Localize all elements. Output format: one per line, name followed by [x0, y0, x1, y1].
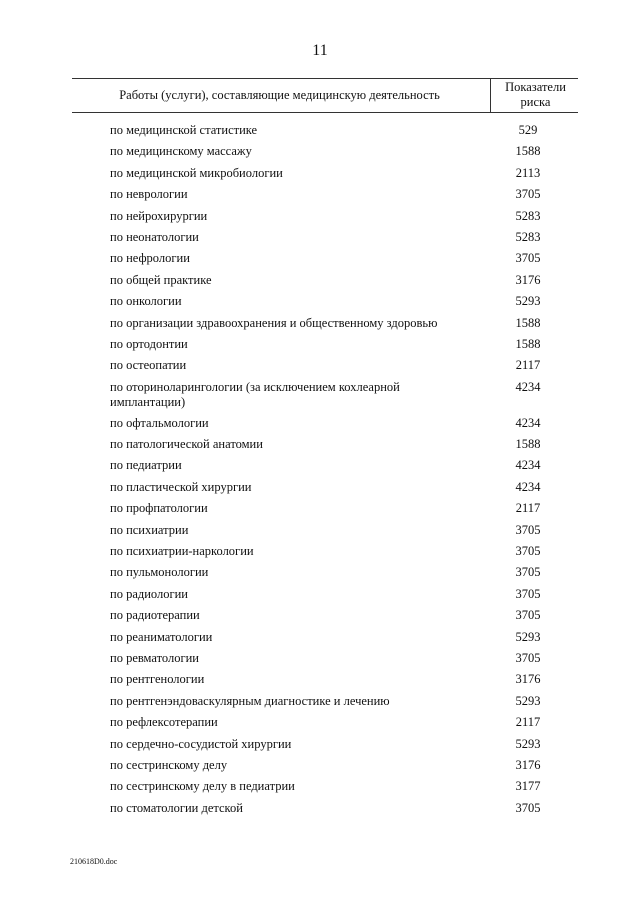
row-risk-value: 4234 — [515, 415, 541, 430]
row-service-name: по медицинскому массажу — [110, 144, 252, 159]
table-row — [110, 313, 580, 334]
row-risk-value: 529 — [518, 123, 538, 137]
table-row — [110, 798, 580, 819]
row-risk-value: 5283 — [515, 208, 541, 223]
row-risk-value: 2117 — [515, 715, 541, 730]
table-row — [110, 434, 580, 455]
row-risk-value: 3705 — [515, 522, 541, 537]
row-risk-value: 1588 — [515, 144, 541, 159]
row-service-name: по нейрохирургии — [110, 208, 208, 223]
table-row — [110, 227, 580, 248]
row-service-name: по сестринскому делу — [110, 757, 228, 772]
header-risk-line2: риска — [520, 95, 551, 109]
table-row — [110, 291, 580, 312]
row-risk-value: 4234 — [515, 479, 541, 494]
table-row — [110, 184, 580, 205]
table-header — [72, 78, 578, 113]
row-risk-value: 4234 — [515, 458, 541, 473]
table-row — [110, 270, 580, 291]
row-service-name: по неонатологии — [110, 229, 199, 244]
row-service-name: по реаниматологии — [110, 629, 213, 644]
table-row — [110, 355, 580, 376]
table-row — [110, 206, 580, 227]
row-service-name: по организации здравоохранения и общественному здоровью — [110, 315, 438, 330]
row-risk-value: 3705 — [515, 608, 541, 623]
header-risk-line1: Показатели — [505, 80, 566, 94]
row-service-name: по психиатрии — [110, 522, 189, 537]
table-row — [110, 562, 580, 583]
row-risk-value: 3705 — [515, 800, 541, 815]
row-service-name: по сердечно-сосудистой хирургии — [110, 736, 292, 751]
row-service-name: по ортодонтии — [110, 336, 188, 351]
row-service-name: по стоматологии детской — [110, 800, 243, 815]
row-service-name: по офтальмологии — [110, 415, 209, 430]
header-divider — [490, 79, 491, 112]
row-risk-value: 3705 — [515, 251, 541, 266]
header-risk-column — [493, 80, 578, 110]
table-row — [110, 584, 580, 605]
table-row — [110, 498, 580, 519]
row-risk-value: 3177 — [515, 779, 541, 794]
row-service-name: по остеопатии — [110, 358, 187, 373]
row-service-name: по нефрологии — [110, 251, 190, 266]
row-service-name: по радиотерапии — [110, 608, 200, 623]
table-row — [110, 712, 580, 733]
table-row — [110, 163, 580, 184]
row-service-name: по оториноларингологии (за исключением кохлеарной имплантации) — [110, 379, 400, 409]
row-service-name: по неврологии — [110, 187, 188, 202]
footer-filename: 210618D0.doc — [70, 857, 118, 866]
row-service-name: по медицинской статистике — [110, 123, 258, 137]
table-row — [110, 627, 580, 648]
table-row — [110, 520, 580, 541]
table-row — [110, 669, 580, 690]
row-service-name: по сестринскому делу в педиатрии — [110, 779, 295, 794]
table-row — [110, 141, 580, 162]
row-risk-value: 1588 — [515, 336, 541, 351]
row-risk-value: 3176 — [515, 272, 541, 287]
row-service-name: по рефлексотерапии — [110, 715, 218, 730]
row-risk-value: 5293 — [515, 294, 541, 309]
row-risk-value: 3705 — [515, 187, 541, 202]
table-row — [110, 477, 580, 498]
row-service-name: по онкологии — [110, 294, 182, 309]
table-row — [110, 691, 580, 712]
table-row — [110, 776, 580, 797]
row-risk-value: 1588 — [515, 437, 541, 452]
table-row — [110, 455, 580, 476]
row-service-name: по медицинской микробиологии — [110, 165, 283, 180]
table-row — [110, 248, 580, 269]
row-service-name: по общей практике — [110, 272, 212, 287]
table-row — [110, 334, 580, 355]
row-risk-value: 5293 — [515, 693, 541, 708]
row-risk-value: 4234 — [515, 379, 541, 394]
row-service-name: по педиатрии — [110, 458, 182, 473]
table-row — [110, 541, 580, 562]
row-service-name: по пластической хирургии — [110, 479, 252, 494]
row-service-name: по рентгенэндоваскулярным диагностике и лечению — [110, 693, 390, 708]
row-service-name: по ревматологии — [110, 650, 199, 665]
table-row — [110, 120, 580, 141]
row-risk-value: 5293 — [515, 629, 541, 644]
row-service-name: по пульмонологии — [110, 565, 209, 580]
row-risk-value: 3705 — [515, 650, 541, 665]
row-service-name: по профпатологии — [110, 501, 208, 516]
row-risk-value: 3705 — [515, 544, 541, 559]
row-service-name: по патологической анатомии — [110, 437, 263, 452]
table-row — [110, 648, 580, 669]
row-risk-value: 3176 — [515, 672, 541, 687]
table-row — [110, 734, 580, 755]
row-risk-value: 3705 — [515, 586, 541, 601]
row-risk-value: 3705 — [515, 565, 541, 580]
row-risk-value: 2117 — [515, 358, 541, 373]
header-works-column: Работы (услуги), составляющие медицинскую деятельность — [119, 88, 440, 102]
row-service-name: по рентгенологии — [110, 672, 205, 687]
row-service-name: по радиологии — [110, 586, 188, 601]
table-row — [110, 413, 580, 434]
row-risk-value: 5293 — [515, 736, 541, 751]
row-risk-value: 1588 — [515, 315, 541, 330]
row-risk-value: 3176 — [515, 757, 541, 772]
row-risk-value: 5283 — [515, 229, 541, 244]
table-row — [110, 755, 580, 776]
table-row — [110, 377, 580, 413]
row-risk-value: 2113 — [515, 165, 541, 180]
row-risk-value: 2117 — [515, 501, 541, 516]
table-row — [110, 605, 580, 626]
row-service-name: по психиатрии-наркологии — [110, 544, 254, 559]
page-number: 11 — [312, 42, 328, 59]
table-body — [110, 120, 580, 819]
